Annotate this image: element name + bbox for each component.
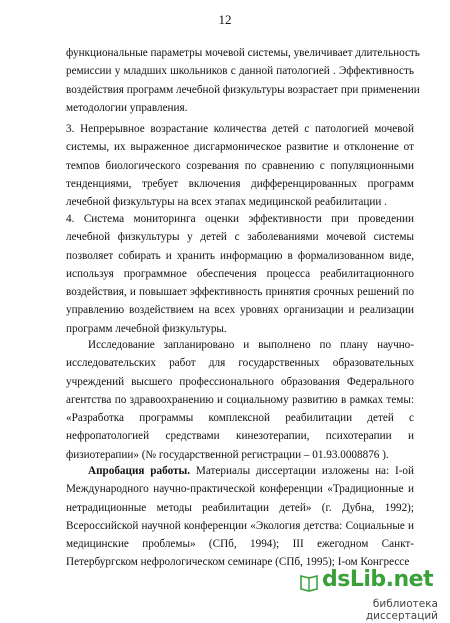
text-line: воздействия программ лечебной физкультуры возрастает при применении bbox=[66, 83, 420, 96]
text-line: учреждений высшего профессионального образования Федерального bbox=[66, 375, 414, 388]
watermark-title-dot: . bbox=[385, 567, 394, 592]
paragraph-3 bbox=[66, 210, 414, 338]
watermark-title-main: dsLib bbox=[322, 567, 386, 592]
text-line: нетрадиционные методы реабилитации детей» (г. Дубна, 1992); bbox=[66, 501, 414, 514]
text-line: Международного научно-практической конференции «Традиционные и bbox=[66, 483, 414, 496]
text-line: методологии управления. bbox=[66, 101, 188, 114]
paragraph-5 bbox=[66, 462, 414, 572]
text-line: Петербургском нефрологическом семинаре (СПб, 1995); I-ом Конгрессе bbox=[66, 556, 410, 569]
text-line: тенденциями, требует включения дифференцированных программ bbox=[66, 177, 414, 190]
text-line: ремиссии у младших школьников с данной патологией . Эффективность bbox=[66, 65, 414, 78]
text-line: темпов биологического созревания по сравнению с популяционными bbox=[66, 159, 414, 172]
section-heading: Апробация работы. bbox=[88, 465, 191, 477]
text-line: медицинские проблемы» (СПб, 1994); III ежегодном Санкт- bbox=[66, 538, 414, 551]
text-line: исследовательских работ для государственных образовательных bbox=[66, 357, 414, 370]
watermark-title bbox=[322, 567, 433, 592]
text-line: позволяет собирать и хранить информацию в формализованном виде, bbox=[66, 249, 414, 262]
text-line: функциональные параметры мочевой системы, увеличивает длительность bbox=[66, 47, 420, 59]
paragraph-2 bbox=[66, 120, 414, 211]
text-fragment: Материалы диссертации изложены на: I-ой bbox=[190, 465, 414, 477]
text-line: 4. Система мониторинга оценки эффективности при проведении bbox=[66, 213, 414, 225]
text-line: системы, их выраженное дисгармоническое развитие и отклонение от bbox=[66, 141, 414, 154]
page-number: 12 bbox=[218, 12, 232, 27]
text-line: нефропатологией средствами кинезотерапии, психотерапии и bbox=[66, 430, 414, 443]
text-line: Исследование запланировано и выполнено по плану научно- bbox=[88, 339, 414, 351]
text-line: «Разработка программы комплексной реабилитации детей с bbox=[66, 412, 414, 425]
paragraph-4 bbox=[66, 336, 414, 464]
watermark bbox=[298, 567, 438, 622]
text-line: 3. Непрерывное возрастание количества детей с патологией мочевой bbox=[66, 123, 414, 135]
text-line: физиотерапии» (№ государственной регистрации – 01.93.0008876 ). bbox=[66, 448, 389, 461]
paragraph-1 bbox=[66, 44, 420, 117]
text-line: лечебной физкультуры на всех этапах медицинской реабилитации . bbox=[66, 196, 387, 209]
text-line: используя программное обеспечения процесса реабилитационного bbox=[66, 267, 414, 280]
text-line: управлению воздействием на всех уровнях организации и реализации bbox=[66, 304, 414, 317]
book-icon bbox=[298, 571, 320, 593]
text-line bbox=[66, 462, 414, 480]
text-line: лечебной физкультуры у детей с заболеваниями мочевой системы bbox=[66, 231, 414, 244]
text-line: агентства по здравоохранению и социальному развитию в рамках темы: bbox=[66, 393, 414, 406]
watermark-title-tld: net bbox=[393, 567, 434, 592]
watermark-subtitle: библиотека диссертаций bbox=[365, 598, 438, 622]
text-line: Всероссийской научной конференции «Экология детства: Социальные и bbox=[66, 519, 414, 532]
text-line: воздействия, и повышает эффективность принятия срочных решений по bbox=[66, 286, 414, 299]
text-line: программ лечебной физкультуры. bbox=[66, 322, 227, 335]
